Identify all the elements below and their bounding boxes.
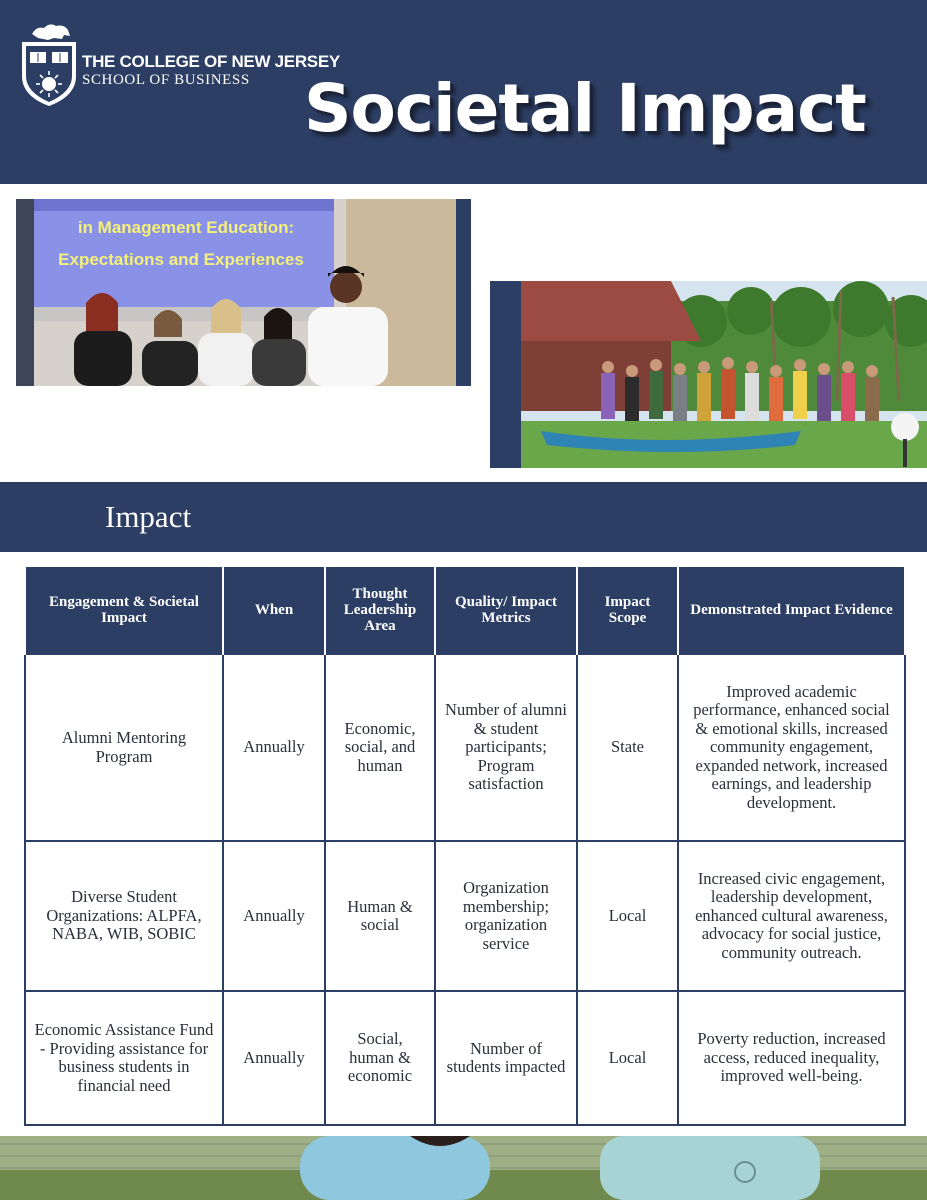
column-header: Demonstrated Impact Evidence bbox=[678, 567, 905, 654]
evidence-cell: Improved academic performance, enhanced social & emotional skills, increased community engagement, expanded network, increased earnings, and leadership development. bbox=[678, 654, 905, 841]
page-title: Societal Impact bbox=[304, 70, 866, 147]
group-photo bbox=[521, 281, 927, 468]
when-cell: Annually bbox=[223, 991, 325, 1125]
college-crest-icon bbox=[18, 22, 80, 108]
area-cell: Social, human & economic bbox=[325, 991, 435, 1125]
column-header: Impact Scope bbox=[577, 567, 678, 654]
table-row bbox=[25, 841, 905, 991]
impact-section-header bbox=[0, 482, 927, 552]
group-photo-frame bbox=[490, 281, 927, 468]
engagement-cell: Economic Assistance Fund - Providing assistance for business students in financial need bbox=[25, 991, 223, 1125]
table-row bbox=[25, 991, 905, 1125]
students-photo bbox=[0, 1136, 927, 1200]
engagement-cell: Diverse Student Organizations: ALPFA, NABA, WIB, SOBIC bbox=[25, 841, 223, 991]
column-header: Engagement & Societal Impact bbox=[25, 567, 223, 654]
conference-photo bbox=[16, 199, 456, 386]
scope-cell: Local bbox=[577, 841, 678, 991]
area-cell: Human & social bbox=[325, 841, 435, 991]
college-logo-text bbox=[82, 52, 340, 88]
slide-text-line2: Expectations and Experiences bbox=[58, 250, 304, 269]
metrics-cell: Number of students impacted bbox=[435, 991, 577, 1125]
table-header-row bbox=[25, 567, 905, 654]
metrics-cell: Organization membership; organization service bbox=[435, 841, 577, 991]
scope-cell: State bbox=[577, 654, 678, 841]
area-cell: Economic, social, and human bbox=[325, 654, 435, 841]
when-cell: Annually bbox=[223, 841, 325, 991]
evidence-cell: Poverty reduction, increased access, reduced inequality, improved well-being. bbox=[678, 991, 905, 1125]
column-header: Quality/ Impact Metrics bbox=[435, 567, 577, 654]
scope-cell: Local bbox=[577, 991, 678, 1125]
impact-table-container bbox=[24, 567, 904, 1126]
college-name: THE COLLEGE OF NEW JERSEY bbox=[82, 52, 340, 71]
column-header: Thought Leadership Area bbox=[325, 567, 435, 654]
when-cell: Annually bbox=[223, 654, 325, 841]
slide-text-line1: in Management Education: bbox=[77, 218, 295, 237]
impact-table bbox=[24, 567, 906, 1126]
column-header: When bbox=[223, 567, 325, 654]
table-row bbox=[25, 654, 905, 841]
section-title: Impact bbox=[105, 499, 192, 534]
school-name: SCHOOL OF BUSINESS bbox=[82, 72, 250, 88]
conference-photo-frame bbox=[16, 199, 471, 386]
engagement-cell: Alumni Mentoring Program bbox=[25, 654, 223, 841]
evidence-cell: Increased civic engagement, leadership development, enhanced cultural awareness, advocacy for social justice, community outreach. bbox=[678, 841, 905, 991]
page-header bbox=[0, 0, 927, 184]
metrics-cell: Number of alumni & student participants; Program satisfaction bbox=[435, 654, 577, 841]
